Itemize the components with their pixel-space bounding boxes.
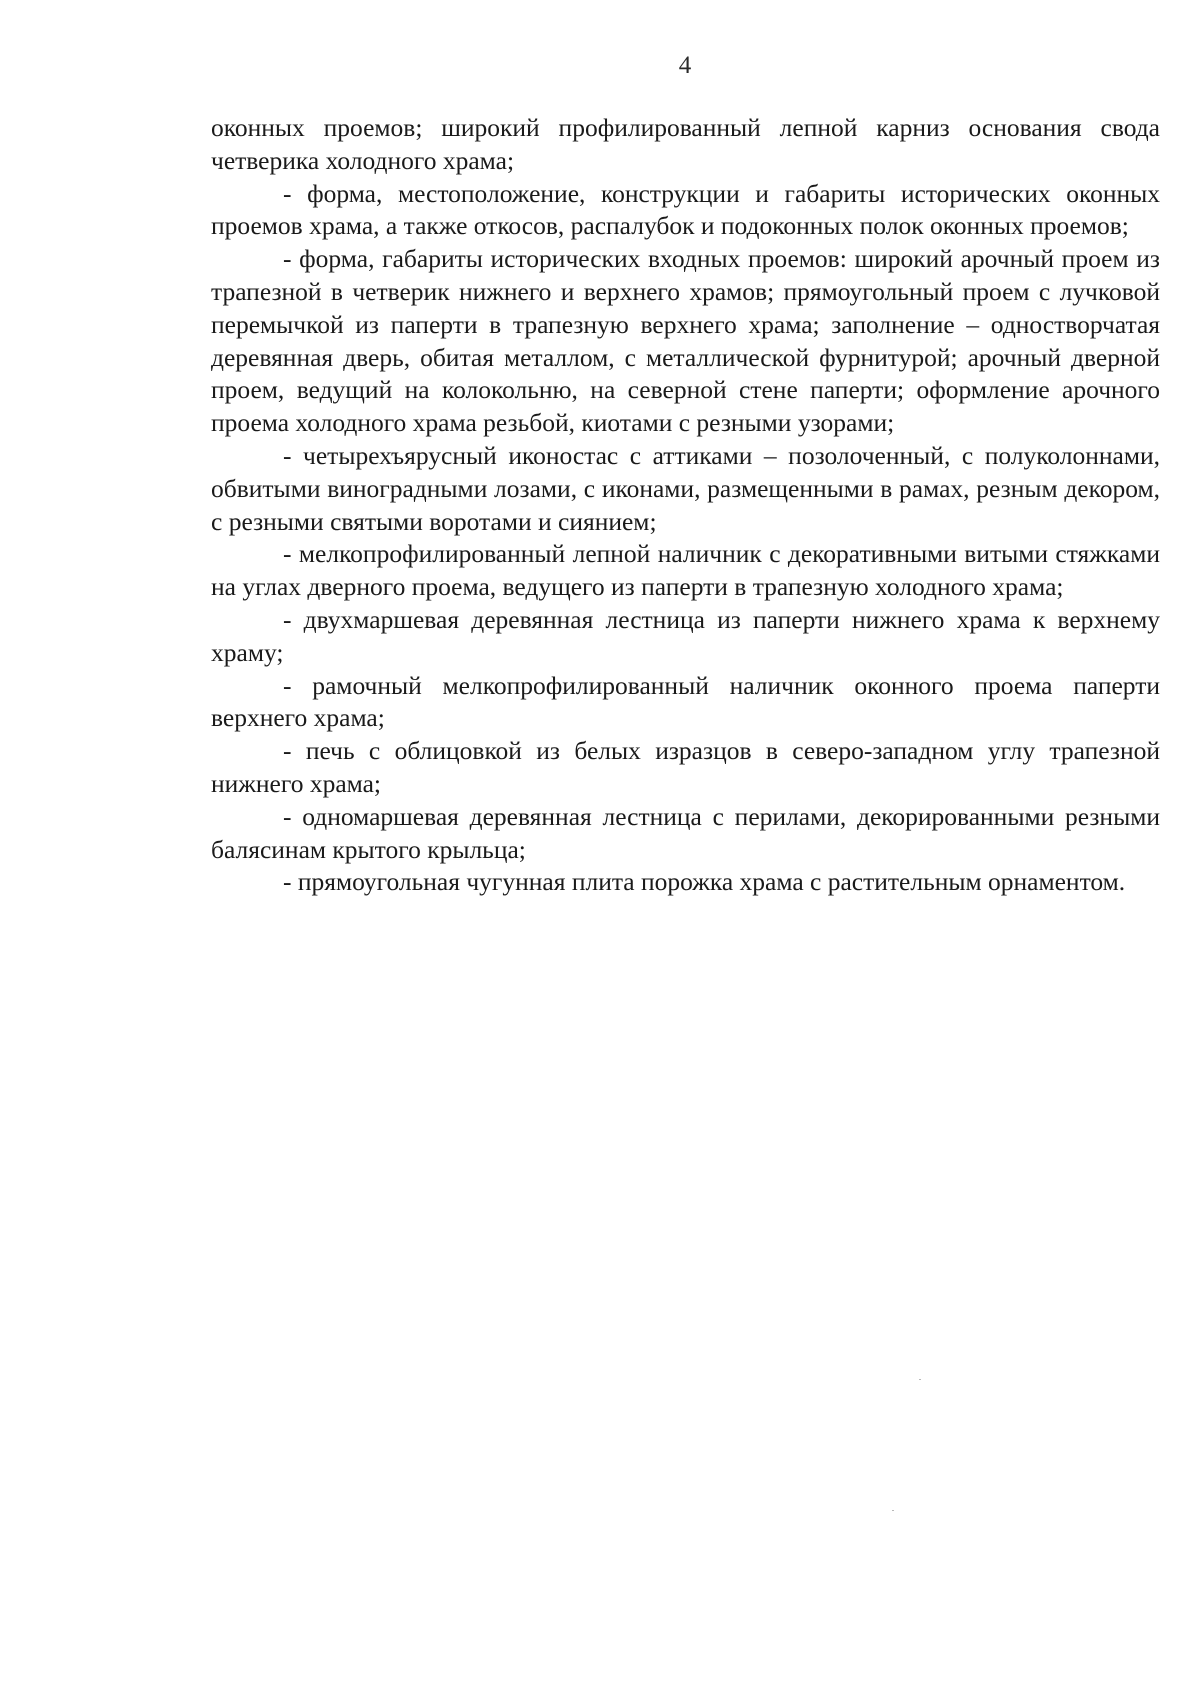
list-item: - печь с облицовкой из белых изразцов в северо-западном углу трапезной нижнего храма; xyxy=(211,736,1160,798)
document-body xyxy=(211,112,1160,899)
scan-speck xyxy=(892,1510,894,1511)
list-item: - рамочный мелкопрофилированный наличник оконного проема паперти верхнего храма; xyxy=(211,670,1160,733)
list-item: - форма, габариты исторических входных проемов: широкий арочный проем из трапезной в четверик нижнего и верхнего храмов; прямоугольный проем с лучковой перемычкой из паперти в трапезную верхнего храма; заполнение – одностворчатая деревянная дверь, обитая металлом, с металлической фурнитурой; арочный дверной проем, ведущий на колокольню, на северной стене паперти; оформление арочного проема холодного храма резьбой, киотами с резными узорами; xyxy=(211,244,1160,438)
paragraph-continuation: оконных проемов; широкий профилированный лепной карниз основания свода четверика холодного храма; xyxy=(211,113,1160,175)
list-item: - четырехъярусный иконостас с аттиками – позолоченный, с полуколоннами, обвитыми виноградными лозами, с иконами, размещенными в рамах, резным декором, с резными святыми воротами и сиянием; xyxy=(211,440,1160,536)
list-item: - форма, местоположение, конструкции и габариты исторических оконных проемов храма, а также откосов, распалубок и подоконных полок оконных проемов; xyxy=(211,178,1160,241)
list-item: - прямоугольная чугунная плита порожка храма с растительным орнаментом. xyxy=(283,867,1126,897)
page-number: 4 xyxy=(678,52,692,79)
list-item: - одномаршевая деревянная лестница с перилами, декорированными резными балясинам крытого крыльца; xyxy=(211,801,1160,864)
list-item: - двухмаршевая деревянная лестница из паперти нижнего храма к верхнему храму; xyxy=(211,604,1160,667)
scan-speck xyxy=(919,1379,921,1380)
list-item: - мелкопрофилированный лепной наличник с декоративными витыми стяжками на углах дверного проема, ведущего из паперти в трапезную холодного храма; xyxy=(211,539,1160,602)
